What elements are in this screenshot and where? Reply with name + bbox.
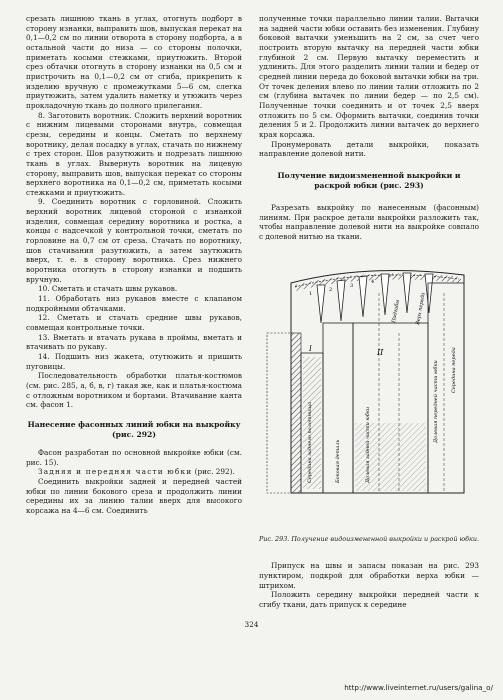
- paragraph: Положить середину выкройки передней части к сгибу ткани, дать припуск к середине: [259, 590, 479, 610]
- paragraph: срезать лишнюю ткань в углах, отогнуть подборт в сторону изнанки, выправить шов, выпуская перекат на 0,1—0,2 см по линии отворота в сторону подборта, а в остальной части до низа — со стороны полочки, приметать косыми стежками, приутюжить. Второй срез обтачки отогнуть в сторону изнанки на 0,5 см и пристрочить на 0,1—0,2 см от сгиба, прикрепить к изделию вручную с промежутками 5—6 см, слегка приутюжить, затем удалить наметку и утюжить через прокладочную ткань до полного прилегания.: [26, 14, 242, 110]
- paragraph: Пронумеровать детали выкройки, показать направление долевой нити.: [259, 139, 479, 159]
- figure-label: Верх переда: [415, 292, 427, 326]
- spaced-heading: [26, 467, 242, 477]
- paragraph: 11. Обработать низ рукавов вместе с клапаном подкройными обтачками.: [26, 294, 242, 313]
- paragraph: Соединить выкройки задней и передней частей юбки по линии бокового среза и продолжить линии середины их за линию талии вверх для высокого корсажа на 4—6 см. Соединить: [26, 476, 242, 515]
- left-column: [26, 14, 242, 516]
- figure-label: Долевая передней части юбки: [433, 360, 439, 444]
- paragraph: Фасон разработан по основной выкройке юбки (см. рис. 15).: [26, 447, 242, 467]
- paragraph: полученные точки параллельно линии талии. Вытачки на задней части юбки оставить без изменения. Глубину боковой вытачки уменьшить на 2 см, за счет чего построить вторую вытачку на передней части юбки глубиной 2 см. Первую вытачку переместить и удлинить. Для этого разделить линии талии и бедер от средней линии переда до боковой вытачки юбки на три. От точек деления влево по линии талии отложить по 2 см (глубина вытачек по линии бедер — по 2,5 см). Полученные точки соединить и от точек 2,5 вверх отложить по 5 см. Оформить вытачки, соединив точки деления 5 и 2. Продолжить линии вытачек до верхнего края корсажа.: [259, 14, 479, 139]
- spaced-heading-text: Задняя и передняя части юбки: [38, 467, 193, 477]
- figure-label: Боковая деталь: [335, 440, 341, 484]
- figure-label: Середина переда: [451, 347, 457, 394]
- figure-label: Середина заднего полотнища: [307, 402, 313, 484]
- paragraph: 8. Заготовить воротник. Сложить верхний воротник с нижним лицевыми сторонами внутрь, совмещая срезы, середины и концы. Сметать по верхнему воротнику, делая посадку в углах, стачать по нижнему с трех сторон. Шов разутюжить и подрезать лишнюю ткань в углах. Вывернуть воротник на лицевую сторону, выправить шов, выпуская перекат со стороны верхнего воротника на 0,1—0,2 см, приметать косыми стежками и приутюжить.: [26, 110, 242, 197]
- spaced-heading-tail: (рис. 292).: [194, 467, 235, 477]
- roman-label-ii: II: [377, 348, 384, 358]
- figure-label: Долевая задней части юбки: [365, 407, 371, 484]
- section-heading: Нанесение фасонных линий юбки на выкройку (рис. 292): [27, 419, 241, 439]
- pattern-drawing: [259, 243, 479, 533]
- watermark-url[interactable]: http://www.liveinternet.ru/users/galina_o/: [344, 683, 493, 692]
- paragraph: Припуск на швы и запасы показан на рис. 293 пунктиром, подкрой для обработки верха юбки — штрихом.: [259, 561, 479, 590]
- paragraph: Последовательность обработки платья-костюмов (см. рис. 285, а, б, в, г) такая же, как и платья-костюма с отложным воротником и бортами. Втачивание канта см. фасон 1.: [26, 371, 242, 410]
- section-heading: Получение видоизмененной выкройки и раскрой юбки (рис. 293): [277, 170, 461, 190]
- page-number: 324: [244, 620, 259, 629]
- roman-label-i: I: [309, 345, 312, 354]
- right-column: [259, 14, 479, 610]
- paragraph: 9. Соединить воротник с горловиной. Сложить верхний воротник лицевой стороной с изнанкой изделия, совмещая середину воротника и ростка, а концы с надсечкой у контрольной точки, сметать по горловине на 0,7 см от среза. Стачать по воротнику, шов стачивания разутюжить, а затем заутюжить вверх, т. е. в сторону воротника. Срез нижнего воротника отогнуть в сторону изнанки и подшить вручную.: [26, 197, 242, 284]
- num-label: 3: [350, 283, 354, 290]
- paragraph: Разрезать выкройку по нанесенным (фасонным) линиям. При раскрое детали выкройки разложить так, чтобы направление долевой нити на выкройке совпало с долевой нитью на ткани.: [259, 202, 479, 241]
- figure-caption: Рис. 293. Получение видоизмененной выкройки и раскрой юбки.: [259, 535, 480, 544]
- num-label: 4: [371, 279, 375, 286]
- figure-label: Подгибы: [391, 299, 402, 324]
- paragraph: 12. Сметать и стачать средние швы рукавов, совмещая контрольные точки.: [26, 313, 242, 332]
- paragraph: 10. Сметать и стачать швы рукавов.: [38, 284, 178, 294]
- pattern-figure: [259, 243, 479, 533]
- paragraph: 14. Подшить низ жакета, отутюжить и пришить пуговицы.: [26, 351, 242, 371]
- num-label: 1: [309, 291, 313, 298]
- num-label: 2: [329, 287, 333, 294]
- paragraph: 13. Вметать и втачать рукава в проймы, вметать и втачивать по рукаву.: [26, 332, 242, 352]
